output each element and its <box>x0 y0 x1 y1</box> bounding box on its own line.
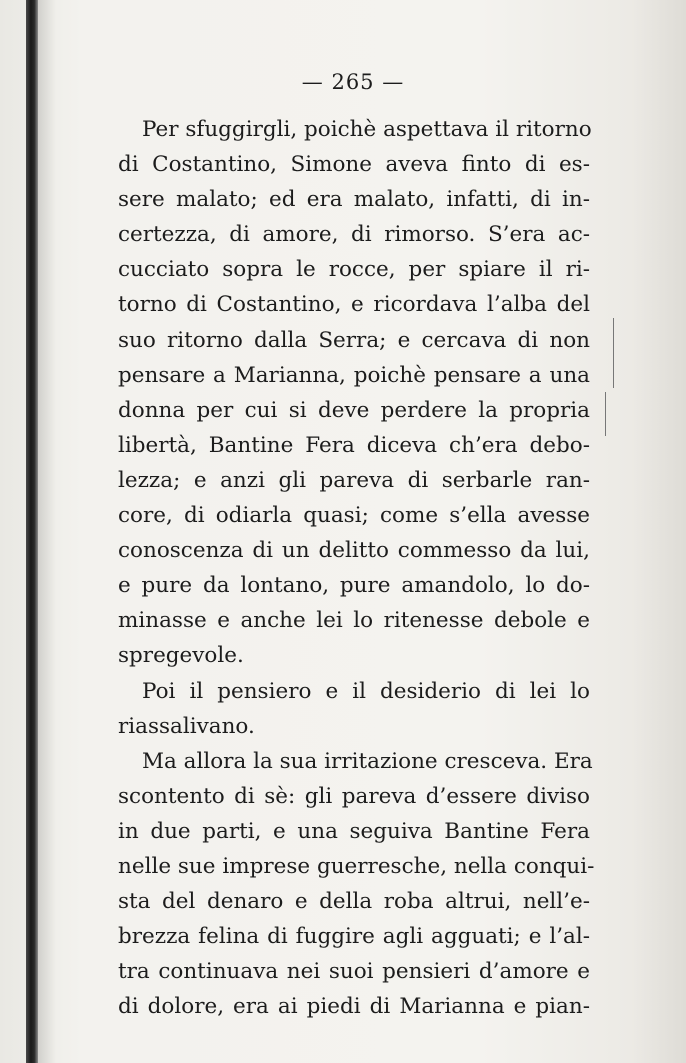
text-line: spregevole. <box>118 643 244 669</box>
page-edge-mark <box>613 318 614 388</box>
text-line: e pure da lontano, pure amandolo, lo do- <box>118 573 590 599</box>
gutter-shadow <box>38 0 56 1063</box>
text-line: scontento di sè: gli pareva d’essere diviso <box>118 783 590 809</box>
text-line: libertà, Bantine Fera diceva ch’era debo- <box>118 432 590 458</box>
text-line: riassalivano. <box>118 713 255 739</box>
text-line: suo ritorno dalla Serra; e cercava di non <box>118 327 590 353</box>
text-line: certezza, di amore, di rimorso. S’era ac- <box>118 222 590 248</box>
page-edge-mark <box>605 392 606 436</box>
text-line: sere malato; ed era malato, infatti, di in- <box>118 187 590 213</box>
text-line: nelle sue imprese guerresche, nella conqui- <box>118 853 595 879</box>
text-line: Ma allora la sua irritazione cresceva. Era <box>142 748 593 774</box>
text-line: Poi il pensiero e il desiderio di lei lo <box>142 678 590 704</box>
text-line: conoscenza di un delitto commesso da lui, <box>118 538 590 564</box>
text-line: torno di Costantino, e ricordava l’alba del <box>118 292 590 318</box>
body-text <box>118 112 595 1024</box>
text-line: tra continuava nei suoi pensieri d’amore e <box>118 959 590 985</box>
text-line: in due parti, e una seguiva Bantine Fera <box>118 818 590 844</box>
text-line: donna per cui si deve perdere la propria <box>118 397 590 423</box>
text-line: di Costantino, Simone aveva finto di es- <box>118 152 590 178</box>
text-line: sta del denaro e della roba altrui, nell’e- <box>118 889 590 915</box>
text-line: brezza felina di fuggire agli agguati; e l’al- <box>118 924 590 950</box>
text-line: pensare a Marianna, poichè pensare a una <box>118 362 590 388</box>
text-line: cucciato sopra le rocce, per spiare il ri- <box>118 257 590 283</box>
book-spine-shadow <box>26 0 38 1063</box>
text-line: core, di odiarla quasi; come s’ella avesse <box>118 503 590 529</box>
page-number: — 265 — <box>301 70 405 94</box>
text-line: minasse e anche lei lo ritenesse debole e <box>118 608 590 634</box>
text-line: di dolore, era ai piedi di Marianna e pian- <box>118 994 590 1020</box>
text-line: lezza; e anzi gli pareva di serbarle ran- <box>118 467 590 493</box>
text-line: Per sfuggirgli, poichè aspettava il ritorno <box>142 117 592 142</box>
